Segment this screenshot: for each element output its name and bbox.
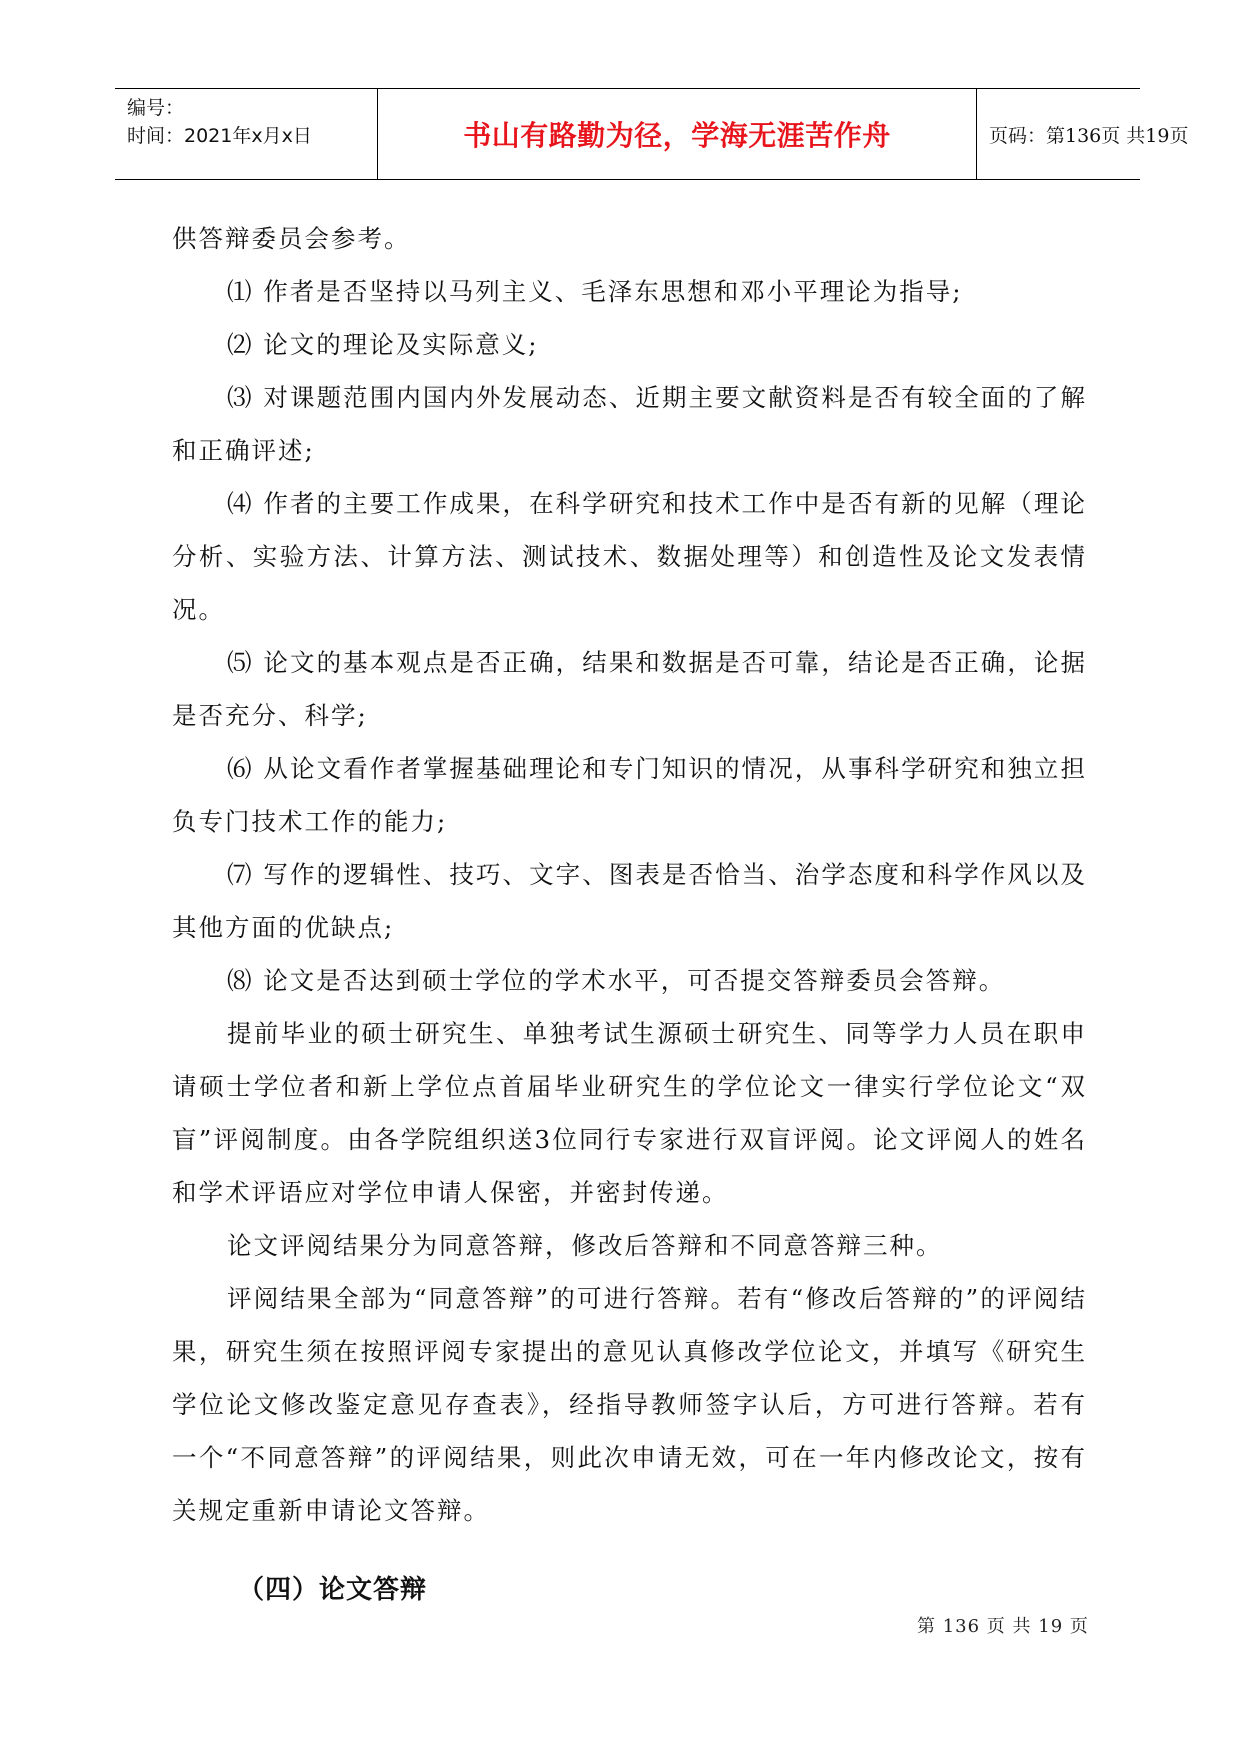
header-page-info: 页码：第136页 共19页 (989, 124, 1189, 147)
header-motto-cell (377, 89, 977, 179)
section-heading: （四）论文答辩 (238, 1575, 428, 1605)
header-motto: 书山有路勤为径，学海无涯苦作舟 (463, 119, 891, 152)
criterion-item-1: ⑴ 作者是否坚持以马列主义、毛泽东思想和邓小平理论为指导; (227, 277, 963, 306)
criterion-item-4: ⑷ 作者的主要工作成果，在科学研究和技术工作中是否有新的见解（理论分析、实验方法、计算方法、测试技术、数据处理等）和创造性及论文发表情况。 (172, 489, 1087, 624)
page-header (115, 88, 1189, 180)
criterion-item-6: ⑹ 从论文看作者掌握基础理论和专门知识的情况，从事科学研究和独立担负专门技术工作的能力; (172, 754, 1087, 836)
document-number-label: 编号： (127, 97, 185, 119)
paragraph-review-rules: 评阅结果全部为“同意答辩”的可进行答辩。若有“修改后答辩的”的评阅结果，研究生须在按照评阅专家提出的意见认真修改学位论文，并填写《研究生学位论文修改鉴定意见存查表》，经指导教师签字认后，方可进行答辩。若有一个“不同意答辩”的评阅结果，则此次申请无效，可在一年内修改论文，按有关规定重新申请论文答辩。 (172, 1284, 1087, 1525)
section-spacer (172, 1537, 1087, 1564)
criterion-item-2: ⑵ 论文的理论及实际意义; (227, 330, 539, 359)
criterion-item-5: ⑸ 论文的基本观点是否正确，结果和数据是否可靠，结论是否正确，论据是否充分、科学; (172, 648, 1087, 730)
criterion-item-3: ⑶ 对课题范围内国内外发展动态、近期主要文献资料是否有较全面的了解和正确评述; (172, 383, 1087, 465)
criterion-item-8: ⑻ 论文是否达到硕士学位的学术水平，可否提交答辩委员会答辩。 (227, 966, 1006, 995)
paragraph-review-results: 论文评阅结果分为同意答辩，修改后答辩和不同意答辩三种。 (227, 1231, 943, 1260)
criterion-item-7: ⑺ 写作的逻辑性、技巧、文字、图表是否恰当、治学态度和科学作风以及其他方面的优缺点; (172, 860, 1087, 942)
paragraph-continuation: 供答辩委员会参考。 (172, 224, 411, 253)
header-info-cell (115, 89, 377, 179)
document-time-label: 时间：2021年x月x日 (127, 125, 312, 147)
page-footer: 第 136 页 共 19 页 (917, 1616, 1089, 1637)
paragraph-double-blind: 提前毕业的硕士研究生、单独考试生源硕士研究生、同等学力人员在职申请硕士学位者和新上学位点首届毕业研究生的学位论文一律实行学位论文“双盲”评阅制度。由各学院组织送3位同行专家进行双盲评阅。论文评阅人的姓名和学术评语应对学位申请人保密，并密封传递。 (172, 1019, 1087, 1207)
document-body (172, 212, 1087, 1617)
